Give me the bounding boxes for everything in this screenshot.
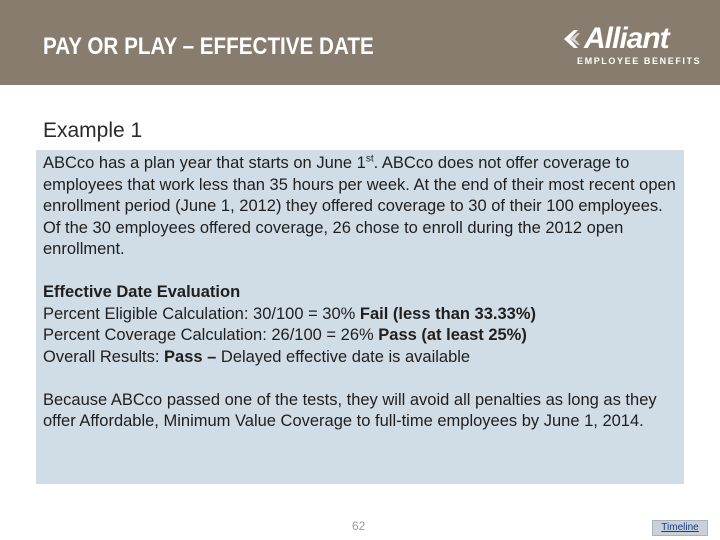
timeline-button[interactable]: Timeline: [652, 520, 708, 536]
eligible-result: Fail (less than 33.33%): [359, 304, 536, 323]
intro-text-start: ABCco has a plan year that starts on June 1: [43, 154, 366, 172]
overall-results: [43, 347, 683, 369]
alliant-chevron-icon: [564, 30, 586, 48]
evaluation-heading: Effective Date Evaluation: [43, 283, 241, 301]
content-box: [36, 150, 684, 484]
content-text: [43, 153, 683, 433]
conclusion-paragraph: Because ABCco passed one of the tests, they will avoid all penalties as long as they offer Affordable, Minimum Value Coverage to full-time employees by June 1, 2014.: [43, 390, 657, 430]
eligible-label: Percent Eligible Calculation: 30/100 = 30%: [43, 304, 360, 323]
coverage-calculation: [43, 325, 683, 347]
eligible-calculation: [43, 304, 683, 326]
coverage-result: Pass (at least 25%): [378, 326, 527, 344]
intro-text-end: . ABCco does not offer coverage to employees that work less than 35 hours per week. At the end of their most recent open enrollment period (June 1, 2012) they offered coverage to 30 of their 100 employees. Of the 30 employees offered coverage, 26 chose to enroll during the 2012 open enrollment.: [43, 154, 676, 258]
overall-label: Overall Results:: [43, 347, 165, 366]
logo-name: Alliant: [584, 22, 669, 55]
page-number: 62: [352, 519, 366, 533]
section-title: Example 1: [43, 119, 143, 142]
logo-subtitle: EMPLOYEE BENEFITS: [577, 56, 702, 66]
intro-superscript: st: [365, 153, 374, 165]
slide-title: PAY OR PLAY – EFFECTIVE DATE: [43, 33, 374, 60]
intro-paragraph: [43, 153, 683, 261]
alliant-logo: [564, 22, 702, 68]
overall-result: Pass –: [164, 347, 217, 366]
overall-note: Delayed effective date is available: [216, 347, 471, 366]
coverage-label: Percent Coverage Calculation: 26/100 = 26%: [43, 326, 379, 344]
slide-header: [0, 0, 720, 85]
